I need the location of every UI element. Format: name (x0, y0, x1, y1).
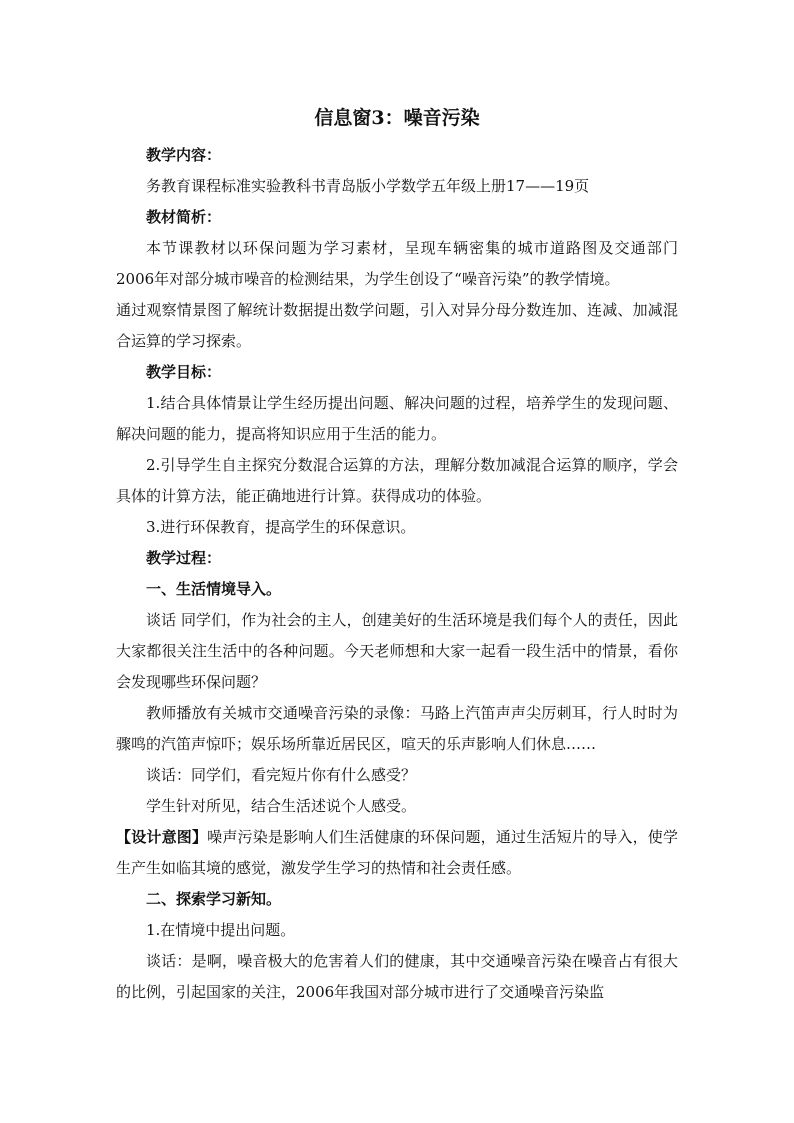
goal-item-3: 3.进行环保教育，提高学生的环保意识。 (146, 518, 416, 536)
part1-paragraph-4: 学生针对所见，结合生活述说个人感受。 (146, 797, 417, 815)
part1-paragraph-1: 谈话 同学们，作为社会的主人，创建美好的生活环境是我们每个人的责任，因此大家都很关注生活中的各种问题。今天老师想和大家一起看一段生活中的情景，看你会发现哪些环保问题？ (116, 611, 678, 691)
document-body (116, 140, 678, 1008)
content-heading: 教学内容： (146, 146, 222, 164)
design-intent-text: 噪声污染是影响人们生活健康的环保问题，通过生活短片的导入，使学生产生如临其境的感觉，激发学生学习的热情和社会责任感。 (116, 828, 678, 877)
design-intent-paragraph (116, 822, 678, 884)
page-title: 信息窗3：噪音污染 (314, 107, 480, 129)
part1-paragraph-3: 谈话：同学们，看完短片你有什么感受？ (146, 766, 417, 784)
part2-subheading-1: 1.在情境中提出问题。 (146, 921, 296, 939)
analysis-heading: 教材简析： (146, 208, 222, 226)
part1-paragraph-2: 教师播放有关城市交通噪音污染的录像：马路上汽笛声声尖厉刺耳，行人时时为骤鸣的汽笛声惊吓；娱乐场所靠近居民区，喧天的乐声影响人们休息…… (116, 704, 678, 753)
part2-heading: 二、探索学习新知。 (146, 890, 282, 908)
part2-paragraph-1: 谈话：是啊，噪音极大的危害着人们的健康，其中交通噪音污染在噪音占有很大的比例，引起国家的关注，2006年我国对部分城市进行了交通噪音污染监 (116, 952, 678, 1001)
analysis-paragraph-2: 通过观察情景图了解统计数据提出数学问题，引入对异分母分数连加、连减、加减混合运算的学习探索。 (116, 301, 678, 350)
goals-heading: 教学目标： (146, 363, 222, 381)
part1-heading: 一、生活情境导入。 (146, 580, 282, 598)
process-heading: 教学过程： (146, 549, 222, 567)
goal-item-2: 2.引导学生自主探究分数混合运算的方法，理解分数加减混合运算的顺序，学会具体的计算方法，能正确地进行计算。获得成功的体验。 (116, 456, 678, 505)
analysis-paragraph-1: 本节课教材以环保问题为学习素材，呈现车辆密集的城市道路图及交通部门2006年对部分城市噪音的检测结果，为学生创设了“噪音污染”的教学情境。 (116, 239, 678, 288)
content-text: 务教育课程标准实验教科书青岛版小学数学五年级上册17——19页 (146, 177, 590, 195)
design-intent-tag: 【设计意图】 (116, 828, 208, 846)
goal-item-1: 1.结合具体情景让学生经历提出问题、解决问题的过程，培养学生的发现问题、解决问题的能力，提高将知识应用于生活的能力。 (116, 394, 678, 443)
